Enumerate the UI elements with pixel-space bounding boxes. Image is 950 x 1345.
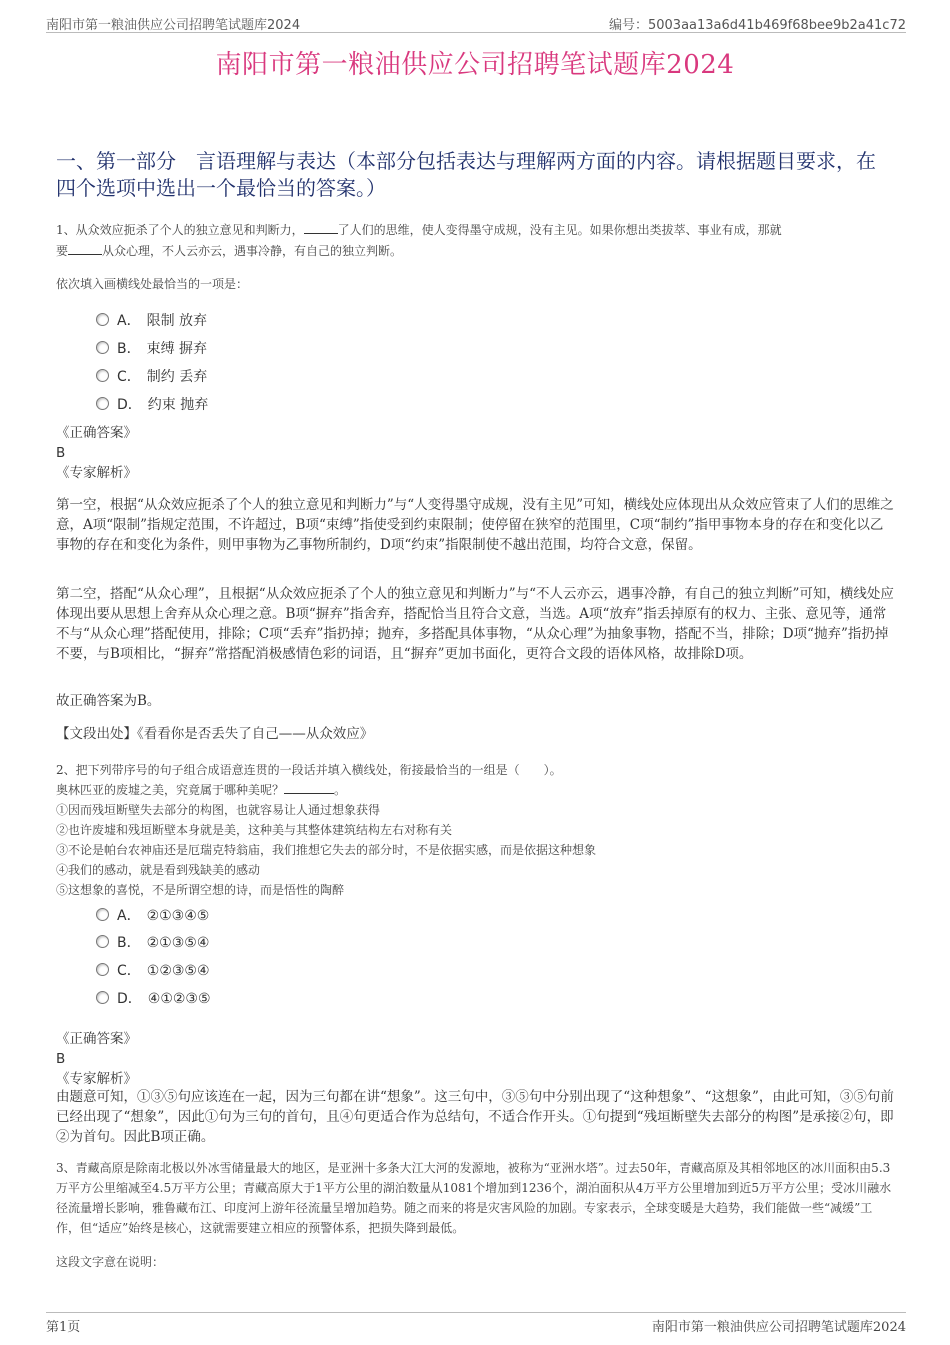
q2-answer: B bbox=[56, 1051, 66, 1067]
q1-analysis-paragraph-1: 第一空，根据“从众效应扼杀了个人的独立意见和判断力”与“人变得墨守成规，没有主见”可知，横线处应体现出从众效应管束了人们的思维之意，A项“限制”指规定范围，不许超过，B项“束缚”指使受到约束限制；使停留在狭窄的范围里，C项“制约”指甲事物本身的存在和变化以乙事物的存在和变化为条件，则甲事物为乙事物所制约，D项“约束”指限制使不越出范围，均符合文意，保留。 bbox=[56, 497, 894, 553]
q1-answer-label: 《正确答案》 bbox=[56, 425, 137, 441]
q2-option-b[interactable]: B． ②①③⑤④ bbox=[96, 932, 209, 952]
q1-analysis-label: 《专家解析》 bbox=[56, 465, 137, 481]
header-doc-title: 南阳市第一粮油供应公司招聘笔试题库2024 bbox=[46, 18, 301, 33]
q2-option-d[interactable]: D． ④①②③⑤ bbox=[96, 988, 211, 1008]
question-2-stem: 2、把下列带序号的句子组合成语意连贯的一段话并填入横线处，衔接最恰当的一组是（ ）。 bbox=[56, 763, 562, 777]
q2-option-c[interactable]: C． ①②③⑤④ bbox=[96, 960, 210, 980]
page-header bbox=[46, 12, 906, 33]
page-number: 第1页 bbox=[46, 1320, 81, 1335]
q2-answer-label: 《正确答案》 bbox=[56, 1031, 137, 1047]
header-doc-id: 编号：5003aa13a6d41b469f68bee9b2a41c72 bbox=[608, 18, 906, 33]
q1-conclusion: 故正确答案为B。 bbox=[56, 693, 161, 709]
page-title: 南阳市第一粮油供应公司招聘笔试题库2024 bbox=[215, 50, 735, 80]
sentence-1: ①因而残垣断壁失去部分的构图，也就容易让人通过想象获得 bbox=[56, 803, 381, 817]
q1-source: 【文段出处】《看看你是否丢失了自己——从众效应》 bbox=[56, 726, 374, 742]
answer-blank-1 bbox=[304, 221, 338, 234]
question-3-prompt: 这段文字意在说明： bbox=[56, 1255, 165, 1269]
radio-icon[interactable] bbox=[96, 313, 109, 326]
radio-icon[interactable] bbox=[96, 397, 109, 410]
answer-blank-3 bbox=[284, 781, 334, 794]
radio-icon[interactable] bbox=[96, 935, 109, 948]
q2-analysis-label: 《专家解析》 bbox=[56, 1071, 137, 1087]
radio-icon[interactable] bbox=[96, 369, 109, 382]
section-title: 一、第一部分 言语理解与表达（本部分包括表达与理解两方面的内容。请根据题目要求，在四个选项中选出一个最恰当的答案。） bbox=[56, 149, 876, 200]
question-1-prompt: 依次填入画横线处最恰当的一项是： bbox=[56, 277, 249, 291]
q2-option-a[interactable]: A． ②①③④⑤ bbox=[96, 905, 209, 925]
radio-icon[interactable] bbox=[96, 908, 109, 921]
radio-icon[interactable] bbox=[96, 963, 109, 976]
question-3-stem: 3、青藏高原是除南北极以外冰雪储量最大的地区，是亚洲十多条大江大河的发源地，被称为“亚洲水塔”。过去50年，青藏高原及其相邻地区的冰川面积由5.3万平方公里缩减至4.5万平方公里；青藏高原大于1平方公里的湖泊数量从1081个增加到1236个，湖泊面积从4万平方公里增加到近5万平方公里；受冰川融水径流量增长影响，雅鲁藏布江、印度河上游年径流量呈增加趋势。随之而来的将是灾害风险的加剧。专家表示，全球变暖是大趋势，我们能做一些“减缓”工作，但“适应”始终是核心，这就需要建立相应的预警体系，把损失降到最低。 bbox=[56, 1161, 892, 1235]
question-2-line: 奥林匹亚的废墟之美，究竟属于哪种美呢？ 。 bbox=[56, 783, 347, 797]
q1-option-a[interactable]: A． 限制 放弃 bbox=[96, 310, 207, 330]
sentence-3: ③不论是帕台农神庙还是厄瑞克特翁庙，我们推想它失去的部分时，不是依据实感，而是依据这种想象 bbox=[56, 843, 597, 857]
footer-doc-title: 南阳市第一粮油供应公司招聘笔试题库2024 bbox=[651, 1320, 906, 1335]
page-footer bbox=[46, 1312, 906, 1333]
answer-blank-2 bbox=[68, 242, 102, 255]
sentence-2: ②也许废墟和残垣断壁本身就是美，这种美与其整体建筑结构左右对称有关 bbox=[56, 823, 453, 837]
q1-option-b[interactable]: B． 束缚 摒弃 bbox=[96, 338, 207, 358]
q1-analysis-paragraph-2: 第二空，搭配“从众心理”，且根据“从众效应扼杀了个人的独立意见和判断力”与“不人云亦云，遇事冷静，有自己的独立判断”可知，横线处应体现出要从思想上舍弃从众心理之意。B项“摒弃”指舍弃，搭配恰当且符合文意，当选。A项“放弃”指丢掉原有的权力、主张、意见等，通常不与“从众心理”搭配使用，排除；C项“丢弃”指扔掉；抛弃，多搭配具体事物，“从众心理”为抽象事物，搭配不当，排除；D项“抛弃”指扔掉不要，与B项相比，“摒弃”常搭配消极感情色彩的词语，且“摒弃”更加书面化，更符合文段的语体风格，故排除D项。 bbox=[56, 586, 894, 662]
radio-icon[interactable] bbox=[96, 991, 109, 1004]
question-1-stem: 1、从众效应扼杀了个人的独立意见和判断力， 了人们的思维，使人变得墨守成规，没有主见。如果你想出类拔萃、事业有成，那就 要 从众心理，不人云亦云，遇事冷静，有自己的独立判断。 bbox=[56, 223, 782, 258]
q2-analysis: 由题意可知，①③⑤句应该连在一起，因为三句都在讲“想象”。这三句中，③⑤句中分别出现了“这种想象”、“这想象”，由此可知，③⑤句前已经出现了“想象”，因此①句为三句的首句，且④句更适合作为总结句，不适合作开头。①句提到“残垣断壁失去部分的构图”是承接②句，即②为首句。因此B项正确。 bbox=[56, 1089, 894, 1145]
sentence-5: ⑤这想象的喜悦，不是所谓空想的诗，而是悟性的陶醉 bbox=[56, 883, 345, 897]
q1-option-d[interactable]: D． 约束 抛弃 bbox=[96, 394, 208, 414]
q1-answer: B bbox=[56, 445, 66, 461]
sentence-4: ④我们的感动，就是看到残缺美的感动 bbox=[56, 863, 261, 877]
q1-option-c[interactable]: C． 制约 丢弃 bbox=[96, 366, 207, 386]
radio-icon[interactable] bbox=[96, 341, 109, 354]
